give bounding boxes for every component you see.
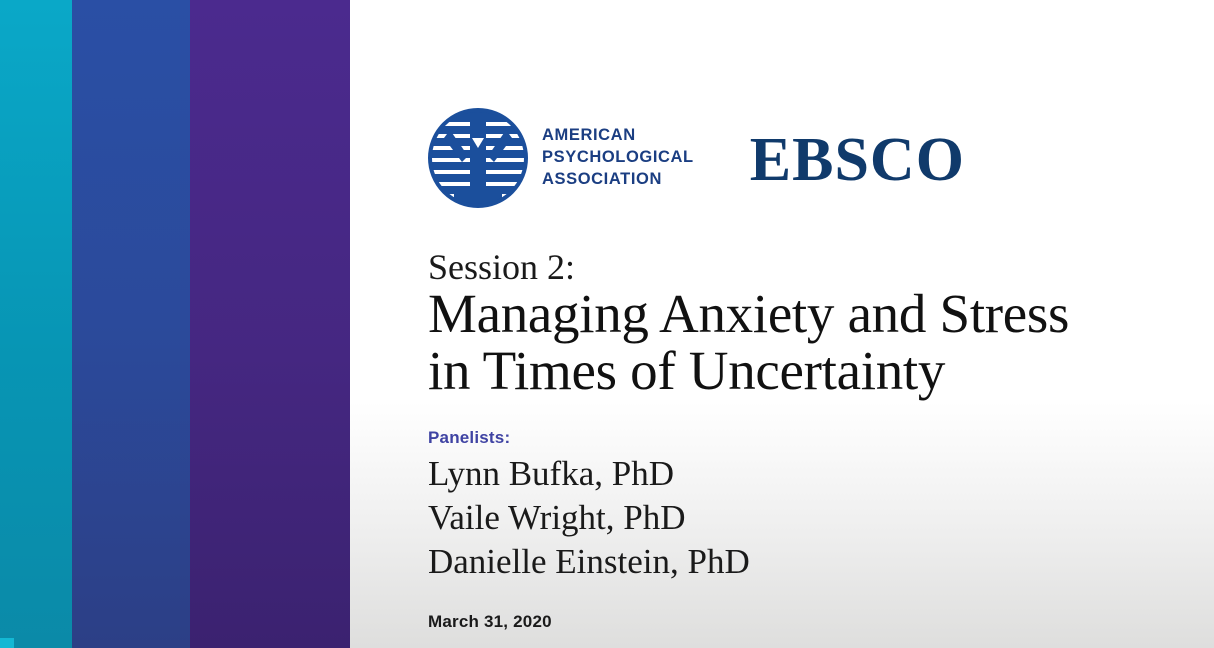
panelists-label: Panelists: <box>428 428 511 447</box>
session-label: Session 2: <box>428 247 576 287</box>
apa-wordmark-line-1: AMERICAN <box>542 126 636 145</box>
corner-accent <box>0 638 14 648</box>
logo-row <box>428 108 965 208</box>
panelist-list <box>428 452 750 583</box>
panelist-name: Vaile Wright, PhD <box>428 497 686 537</box>
slide-content-panel <box>350 0 1214 648</box>
panelist-name: Danielle Einstein, PhD <box>428 541 750 581</box>
slide-date: March 31, 2020 <box>428 612 552 631</box>
slide-title-line-1: Managing Anxiety and Stress <box>428 283 1070 344</box>
apa-seal-icon <box>428 108 528 208</box>
slide-title-line-2: in Times of Uncertainty <box>428 339 946 401</box>
apa-logo <box>428 108 694 208</box>
apa-wordmark <box>542 125 694 191</box>
decorative-color-bars <box>0 0 350 648</box>
apa-wordmark-line-2: PSYCHOLOGICAL <box>542 148 694 167</box>
color-bar-purple <box>190 0 350 648</box>
color-bar-teal <box>0 0 72 648</box>
apa-wordmark-line-3: ASSOCIATION <box>542 169 662 188</box>
ebsco-logo: EBSCO <box>749 126 965 194</box>
slide-title <box>428 283 1070 401</box>
color-bar-blue <box>72 0 190 648</box>
panelist-name: Lynn Bufka, PhD <box>428 454 674 493</box>
